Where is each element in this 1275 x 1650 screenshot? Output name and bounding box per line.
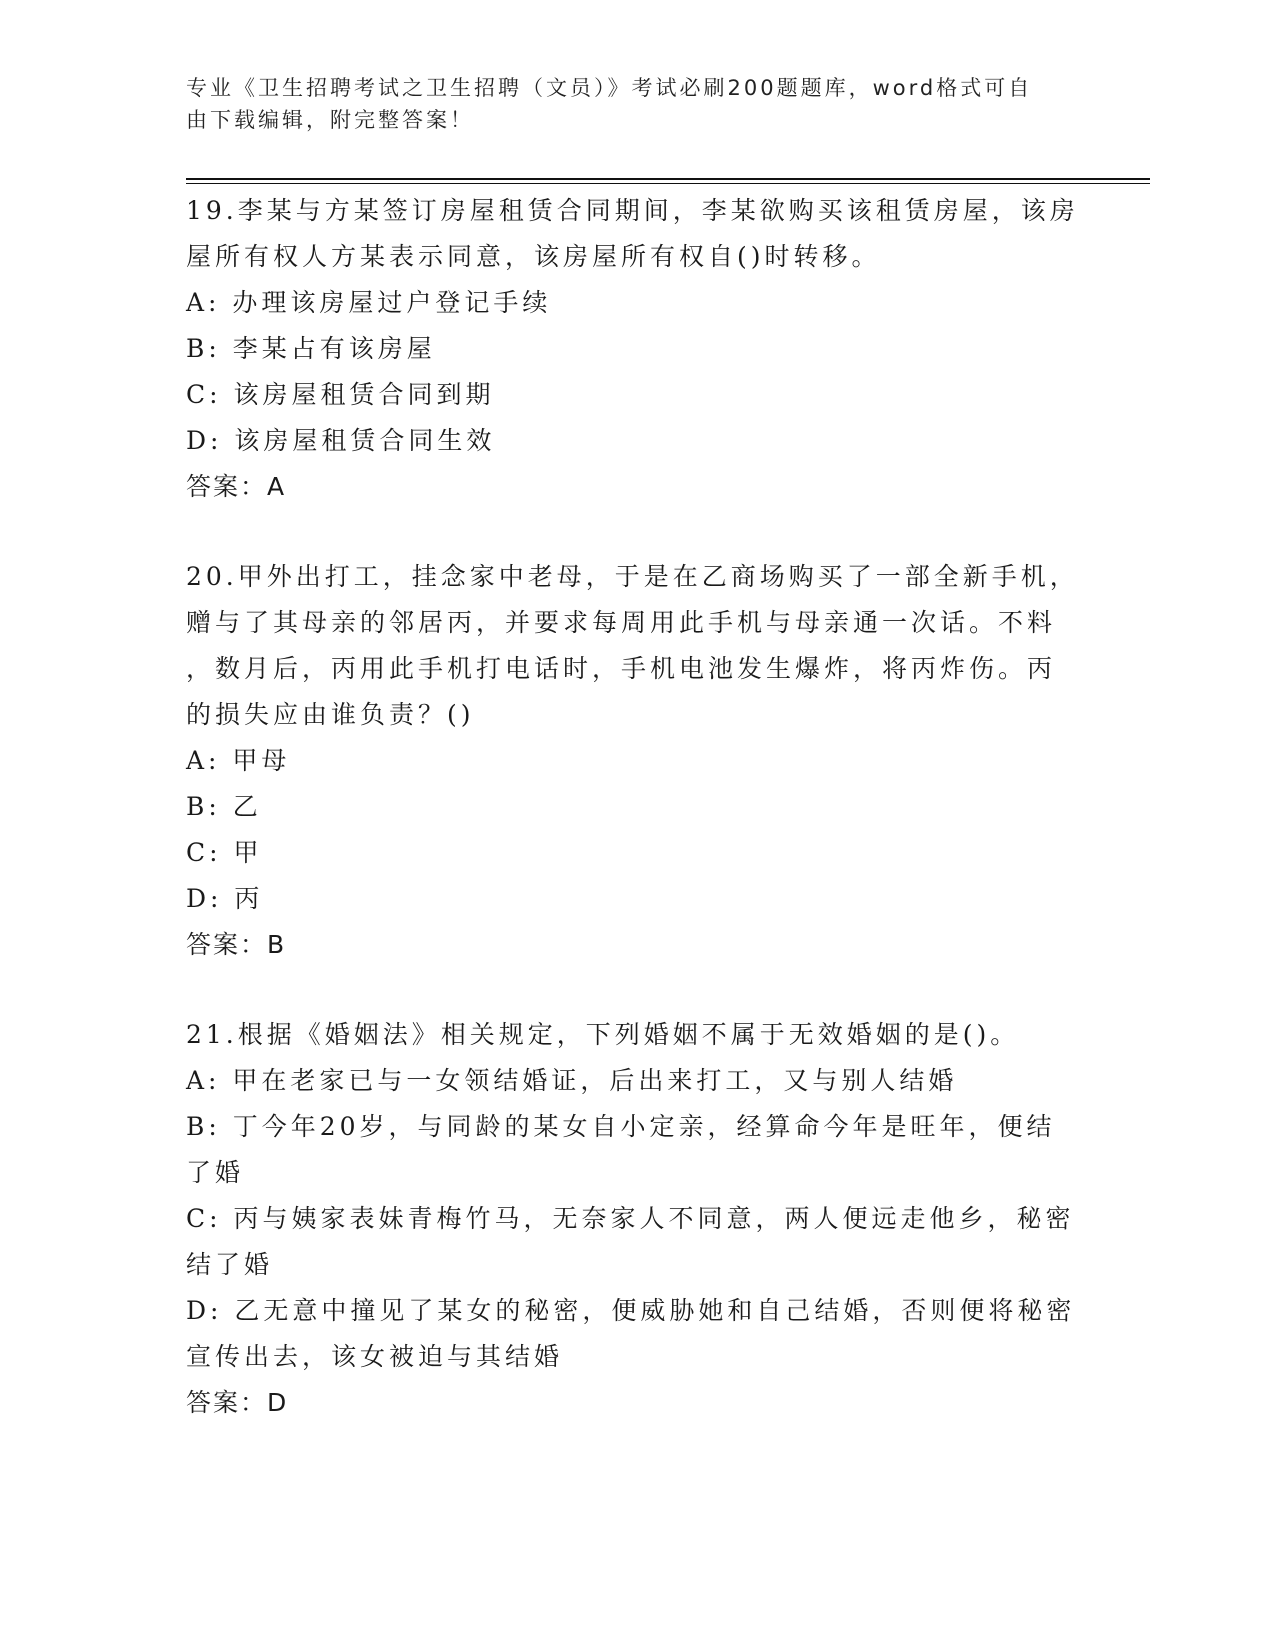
question-stem-line: 屋所有权人方某表示同意，该房屋所有权自()时转移。 — [186, 242, 881, 271]
option-c: C: 丙与姨家表妹青梅竹马，无奈家人不同意，两人便远走他乡，秘密 — [186, 1204, 1075, 1233]
question-20 — [186, 554, 1086, 968]
question-list — [186, 188, 1086, 1426]
option-b: B: 乙 — [186, 792, 262, 821]
option-c: C: 甲 — [186, 838, 263, 867]
answer-line: 答案：D — [186, 1388, 289, 1417]
question-stem-line: 的损失应由谁负责？() — [186, 700, 475, 729]
option-d: D: 乙无意中撞见了某女的秘密，便威胁她和自己结婚，否则便将秘密 — [186, 1296, 1076, 1325]
question-stem-line: 21.根据《婚姻法》相关规定，下列婚姻不属于无效婚姻的是()。 — [186, 1020, 1020, 1049]
question-19 — [186, 188, 1086, 510]
answer-line: 答案：B — [186, 930, 287, 959]
option-c-continued: 结了婚 — [186, 1250, 274, 1279]
option-b-continued: 了婚 — [186, 1158, 245, 1187]
option-d: D: 该房屋租赁合同生效 — [186, 426, 496, 455]
question-stem-line: 赠与了其母亲的邻居丙，并要求每周用此手机与母亲通一次话。不料 — [186, 608, 1057, 637]
option-a: A: 甲母 — [186, 746, 291, 775]
header-rule-thick — [186, 178, 1150, 180]
header-line-2: 由下载编辑，附完整答案！ — [186, 108, 474, 132]
question-stem-line: ，数月后，丙用此手机打电话时，手机电池发生爆炸，将丙炸伤。丙 — [186, 654, 1057, 683]
question-spacer — [186, 510, 1086, 554]
answer-line: 答案：A — [186, 472, 287, 501]
question-spacer — [186, 968, 1086, 1012]
header-rule-thin — [186, 183, 1150, 184]
header-line-1: 专业《卫生招聘考试之卫生招聘（文员）》考试必刷200题题库，word格式可自 — [186, 76, 1033, 100]
option-a: A: 甲在老家已与一女领结婚证，后出来打工，又与别人结婚 — [186, 1066, 958, 1095]
option-d-continued: 宣传出去，该女被迫与其结婚 — [186, 1342, 564, 1371]
option-d: D: 丙 — [186, 884, 264, 913]
option-b: B: 李某占有该房屋 — [186, 334, 436, 363]
question-21 — [186, 1012, 1086, 1426]
option-c: C: 该房屋租赁合同到期 — [186, 380, 495, 409]
question-stem-line: 19.李某与方某签订房屋租赁合同期间，李某欲购买该租赁房屋，该房 — [186, 196, 1079, 225]
question-stem-line: 20.甲外出打工，挂念家中老母，于是在乙商场购买了一部全新手机， — [186, 562, 1079, 591]
option-b: B: 丁今年20岁，与同龄的某女自小定亲，经算命今年是旺年，便结 — [186, 1112, 1056, 1141]
option-a: A: 办理该房屋过户登记手续 — [186, 288, 552, 317]
document-header — [186, 72, 1066, 136]
